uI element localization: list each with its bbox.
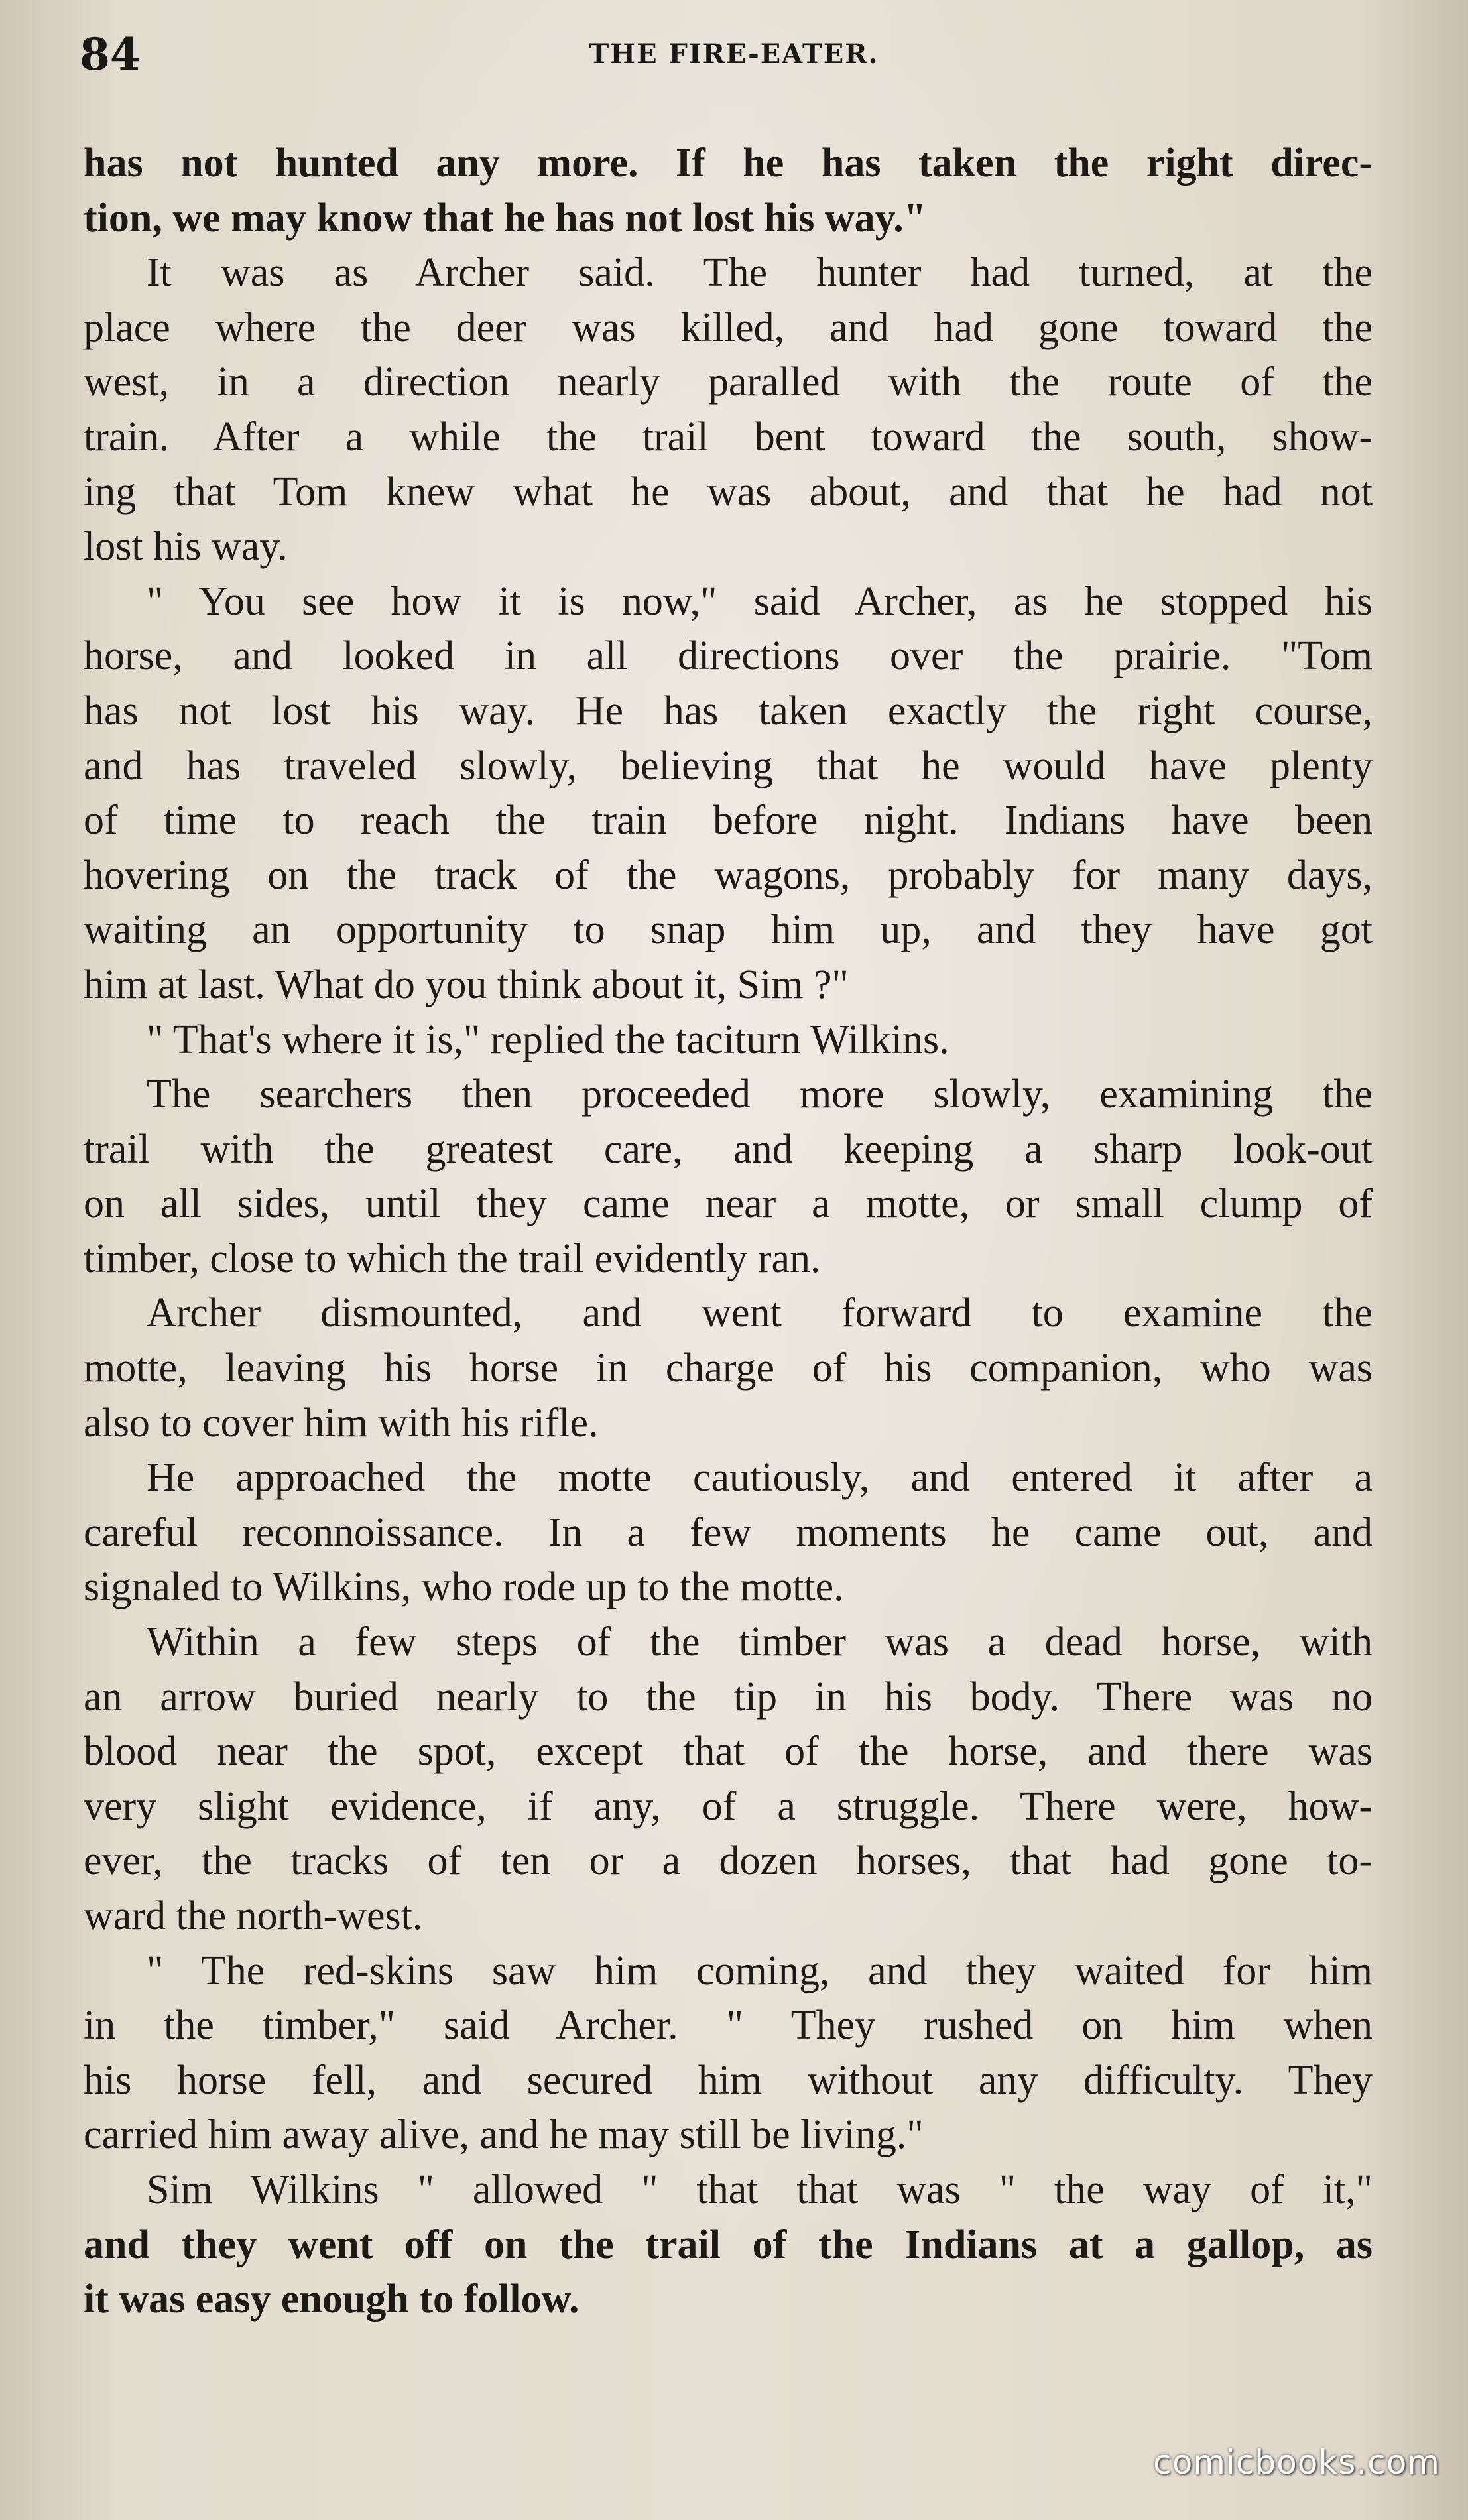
text-line: ward the north-west. — [84, 1893, 423, 1938]
running-title: THE FIRE-EATER. — [589, 38, 879, 70]
text-line: It was as Archer said. The hunter had turned, at the — [147, 250, 1373, 296]
text-line: also to cover him with his rifle. — [84, 1400, 599, 1446]
text-line: Archer dismounted, and went forward to examine the — [147, 1291, 1373, 1336]
text-line: tion, we may know that he has not lost his way." — [84, 195, 927, 241]
text-line: Sim Wilkins " allowed " that that was " the way of it," — [147, 2167, 1373, 2212]
text-line: signaled to Wilkins, who rode up to the motte. — [84, 1564, 844, 1610]
page-header — [80, 28, 1388, 81]
text-line: The searchers then proceeded more slowly, examining the — [147, 1072, 1373, 1117]
text-line: has not hunted any more. If he has taken the right direc- — [84, 141, 1373, 186]
text-line: place where the deer was killed, and had gone toward the — [84, 304, 1373, 350]
page-number: 84 — [80, 29, 141, 80]
text-line: carried him away alive, and he may still be living." — [84, 2112, 924, 2158]
watermark: comicbooks.com — [1153, 2443, 1440, 2482]
body-text — [84, 136, 1373, 2327]
text-line: and they went off on the trail of the Indians at a gallop, as — [84, 2222, 1373, 2267]
text-line: blood near the spot, except that of the horse, and there was — [84, 1729, 1373, 1775]
text-line: motte, leaving his horse in charge of his companion, who was — [84, 1346, 1373, 1391]
text-line: him at last. What do you think about it, Sim ?" — [84, 962, 849, 1007]
text-line: west, in a direction nearly paralled with the route of the — [84, 359, 1373, 405]
text-line: it was easy enough to follow. — [84, 2277, 580, 2322]
text-line: very slight evidence, if any, of a struggle. There were, how- — [84, 1783, 1373, 1829]
text-line: his horse fell, and secured him without any difficulty. They — [84, 2057, 1373, 2103]
text-line: has not lost his way. He has taken exactly the right course, — [84, 688, 1373, 733]
text-line: lost his way. — [84, 524, 288, 570]
text-line: train. After a while the trail bent toward the south, show- — [84, 414, 1373, 460]
text-line: Within a few steps of the timber was a dead horse, with — [147, 1619, 1373, 1665]
text-line: hovering on the track of the wagons, probably for many days, — [84, 852, 1373, 898]
text-line: He approached the motte cautiously, and entered it after a — [147, 1455, 1373, 1501]
text-line: ing that Tom knew what he was about, and that he had not — [84, 469, 1373, 515]
text-line: " That's where it is," replied the taciturn Wilkins. — [147, 1017, 949, 1062]
text-line: horse, and looked in all directions over the prairie. "Tom — [84, 633, 1373, 679]
text-line: " The red-skins saw him coming, and they waited for him — [147, 1948, 1373, 1993]
text-line: an arrow buried nearly to the tip in his body. There was no — [84, 1674, 1373, 1720]
text-line: and has traveled slowly, believing that he would have plenty — [84, 743, 1373, 788]
text-line: ever, the tracks of ten or a dozen horses, that had gone to- — [84, 1838, 1373, 1884]
text-line: of time to reach the train before night. Indians have been — [84, 798, 1373, 844]
text-line: careful reconnoissance. In a few moments he came out, and — [84, 1509, 1373, 1555]
text-line: on all sides, until they came near a motte, or small clump of — [84, 1181, 1373, 1227]
text-line: timber, close to which the trail evidently ran. — [84, 1235, 821, 1281]
text-line: in the timber," said Archer. " They rushed on him when — [84, 2003, 1373, 2048]
text-line: " You see how it is now," said Archer, as he stopped his — [147, 578, 1373, 624]
text-line: waiting an opportunity to snap him up, and they have got — [84, 907, 1373, 953]
text-line: trail with the greatest care, and keeping a sharp look-out — [84, 1126, 1373, 1172]
